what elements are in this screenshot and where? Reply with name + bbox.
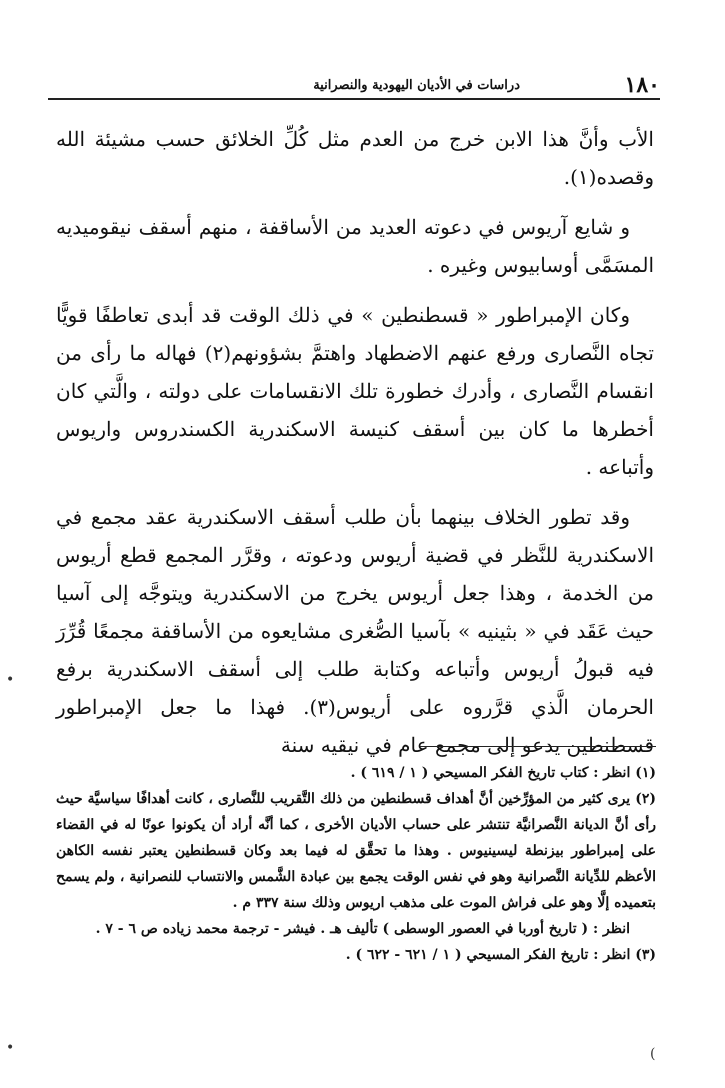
footnotes: [56, 760, 656, 968]
header-divider: [48, 98, 660, 100]
page-header: [48, 72, 660, 98]
main-text: [56, 120, 654, 776]
footnote-2: (٢) يرى كثير من المؤرِّخين أنَّ أهداف قسطنطين من ذلك التَّقريب للنَّصارى ، كانت أهدافًا سياسيَّة حيث رأى أنَّ الديانة النَّصرانيَّة تنتشر على حساب الأديان الأخرى ، كما أنَّه أراد أن يكونوا عونًا له في القضاء على إمبراطور بيزنطة ليسينيوس . وهذا ما تحقَّق له فيما بعد وكان قسطنطين يعتبر نفسه الكاهن الأعظم للدِّيانة النَّصرانية وهو في نفس الوقت يجمع بين عبادة الشَّمس والانتساب للنصرانية ، ولم يسمح بتعميده إلَّا وهو على فراش الموت على مذهب اريوس وذلك سنة ٣٣٧ م .: [56, 791, 656, 911]
page-number: ١٨٠: [624, 72, 660, 98]
paragraph: وكان الإمبراطور « قسطنطين » في ذلك الوقت قد أبدى تعاطفًا قويًّا تجاه النَّصارى ورفع عنهم الاضطهاد واهتمَّ بشؤونهم(٢) فهاله ما رأى من انقسام النَّصارى ، وأدرك خطورة تلك الانقسامات على دولته ، والَّتي كان أخطرها ما كان بين أسقف كنيسة الاسكندرية الكسندروس واريوس وأتباعه .: [56, 303, 654, 479]
footnote-1: (١) انظر : كتاب تاريخ الفكر المسيحي ( ١ / ٦١٩ ) .: [350, 765, 656, 781]
footnote-3: (٣) انظر : تاريخ الفكر المسيحي ( ١ / ٦٢١ - ٦٢٢ ) .: [345, 947, 656, 963]
scan-mark: (: [650, 1046, 656, 1062]
scan-dot: •: [6, 672, 15, 688]
paragraph: وقد تطور الخلاف بينهما بأن طلب أسقف الاسكندرية عقد مجمع في الاسكندرية للنَّظر في قضية أريوس ودعوته ، وقرَّر المجمع قطع أريوس من الخدمة ، وهذا جعل أريوس يخرج من الاسكندرية ويتوجَّه إلى آسيا حيث عَقَد في « بثينيه » بآسيا الصُّغرى مشايعوه من الأساقفة مجمعًا قُرِّرَ فيه قبولُ أريوس وأتباعه وكتابة طلب إلى أسقف الاسكندرية برفع الحرمان الَّذي قرَّروه على أريوس(٣). فهذا ما جعل الإمبراطور قسطنطين يدعو إلى مجمع عام في نيقيه سنة: [56, 505, 654, 757]
running-title: دراسات في الأديان اليهودية والنصرانية: [313, 78, 520, 93]
paragraph: الأب وأنَّ هذا الابن خرج من العدم مثل كُلِّ الخلائق حسب مشيئة الله وقصده(١).: [56, 127, 654, 189]
footnote-divider: [420, 746, 656, 747]
footnote-2-reference: انظر : ( تاريخ أوربا في العصور الوسطى ) تأليف هـ . فيشر - ترجمة محمد زياده ص ٦ - ٧ .: [95, 921, 630, 937]
paragraph: و شايع آريوس في دعوته العديد من الأساقفة ، منهم أسقف نيقوميديه المسَمَّى أوسابيوس وغيره .: [56, 215, 654, 277]
scan-dot: •: [6, 1040, 15, 1056]
